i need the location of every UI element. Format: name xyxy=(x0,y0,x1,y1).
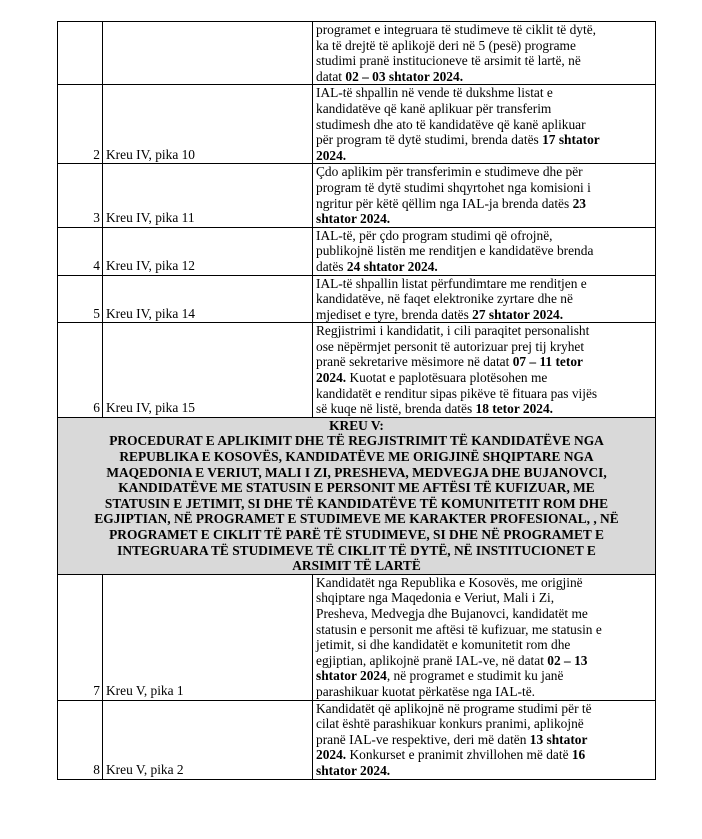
description-line xyxy=(316,653,653,669)
description-line xyxy=(316,354,653,370)
description-text: IAL-të shpallin listat përfundimtare me renditjen e xyxy=(316,275,587,291)
row-reference: Kreu V, pika 1 xyxy=(103,574,313,700)
bold-date-text: 07 – 11 tetor xyxy=(512,354,583,370)
description-text: Kandidatët nga Republika e Kosovës, me origjinë xyxy=(316,574,583,590)
bold-date-text: 23 xyxy=(572,195,586,211)
description-line xyxy=(316,211,653,227)
row-reference: Kreu IV, pika 12 xyxy=(103,227,313,275)
description-line xyxy=(316,22,653,38)
description-text: ngritur për këtë qëllim nga IAL-ja brenda datës xyxy=(316,195,573,211)
description-text: IAL-të, për çdo program studimi që ofrojnë, xyxy=(316,227,553,243)
description-line xyxy=(316,243,653,259)
description-text: Kandidatët që aplikojnë në programe studimi për të xyxy=(316,700,592,716)
description-text: , në programet e studimit ku janë xyxy=(386,668,564,684)
description-text: studimesh dhe ato të kandidatëve që kanë aplikuar xyxy=(316,116,586,132)
description-text: Çdo aplikim për transferimin e studimeve dhe për xyxy=(316,164,583,180)
row-number: 4 xyxy=(58,227,103,275)
bold-date-text: 02 – 13 xyxy=(547,652,588,668)
description-text: egjiptian, aplikojnë pranë IAL-ve, në datat xyxy=(316,652,548,668)
row-reference: Kreu IV, pika 10 xyxy=(103,85,313,164)
description-text: kandidatëve, në faqet elektronike zyrtare dhe në xyxy=(316,291,573,307)
bold-date-text: 2024. xyxy=(316,147,347,163)
description-line xyxy=(316,684,653,700)
description-line xyxy=(316,716,653,732)
description-line xyxy=(316,606,653,622)
row-description xyxy=(313,323,656,418)
description-text: jetimit, si dhe kandidatët e komunitetit rom dhe xyxy=(316,637,571,653)
section-header-cell xyxy=(58,417,656,574)
description-text: pranë sekretarive mësimore në datat xyxy=(316,354,513,370)
description-line xyxy=(316,701,653,717)
section-header-line: PROGRAMET E CIKLIT TË PARË TË STUDIMEVE, SI DHE NË PROGRAMET E xyxy=(109,527,604,542)
section-header-line: KANDIDATËVE ME STATUSIN E PERSONIT ME AFTËSI TË KUFIZUAR, ME xyxy=(118,480,595,496)
row-description xyxy=(313,574,656,700)
description-text: statusin e personit me aftësi të kufizuar, me statusin e xyxy=(316,621,602,637)
row-description xyxy=(313,85,656,164)
row-number: 5 xyxy=(58,275,103,323)
description-line xyxy=(316,732,653,748)
description-text: programet e integruara të studimeve të ciklit të dytë, xyxy=(316,22,596,37)
description-line xyxy=(316,763,653,779)
table-row xyxy=(58,574,656,700)
description-line xyxy=(316,259,653,275)
description-text: Presheva, Medvegja dhe Bujanovci, kandidatët me xyxy=(316,605,588,621)
rows-after xyxy=(58,574,656,779)
schedule-table xyxy=(57,21,656,780)
section-header-row xyxy=(58,417,656,574)
row-reference: Kreu IV, pika 14 xyxy=(103,275,313,323)
rows-before xyxy=(58,22,656,418)
description-text: Konkurset e pranimit zhvillohen më datë xyxy=(346,747,572,763)
description-line xyxy=(316,196,653,212)
description-text: publikojnë listën me renditjen e kandidatëve brenda xyxy=(316,243,594,259)
description-line xyxy=(316,307,653,323)
description-text: për program të dytë studimi, brenda datës xyxy=(316,132,543,148)
table-row xyxy=(58,227,656,275)
bold-date-text: shtator 2024. xyxy=(316,762,391,778)
section-header-line: REPUBLIKA E KOSOVËS, KANDIDATËVE ME ORIGJINË SHQIPTARE NGA xyxy=(119,449,594,465)
description-line xyxy=(316,590,653,606)
description-line xyxy=(316,575,653,591)
section-header-line: PROCEDURAT E APLIKIMIT DHE TË REGJISTRIMIT TË KANDIDATËVE NGA xyxy=(109,433,604,449)
description-text: ka të drejtë të aplikojë deri në 5 (pesë) programe xyxy=(316,37,576,53)
description-line xyxy=(316,276,653,292)
description-line xyxy=(316,323,653,339)
table-row xyxy=(58,85,656,164)
section-header-line: MAQEDONIA E VERIUT, MALI I ZI, PRESHEVA, MEDVEGJA DHE BUJANOVCI, xyxy=(106,464,607,480)
bold-date-text: shtator 2024 xyxy=(316,668,387,684)
table-row xyxy=(58,164,656,227)
description-text: Kuotat e paplotësuara plotësohen me xyxy=(346,370,548,386)
description-line xyxy=(316,637,653,653)
description-line xyxy=(316,622,653,638)
row-reference xyxy=(103,22,313,85)
section-header-body xyxy=(58,417,656,574)
description-line xyxy=(316,53,653,69)
description-line xyxy=(316,386,653,402)
description-line xyxy=(316,132,653,148)
row-reference: Kreu V, pika 2 xyxy=(103,700,313,779)
description-line xyxy=(316,38,653,54)
row-number xyxy=(58,22,103,85)
row-number: 7 xyxy=(58,574,103,700)
description-text: kandidatëve që kanë aplikuar për transferim xyxy=(316,100,552,116)
description-text: ose nëpërmjet personit të autorizuar prej tij kryhet xyxy=(316,338,585,354)
description-text: IAL-të shpallin në vende të dukshme listat e xyxy=(316,85,553,101)
description-line xyxy=(316,668,653,684)
bold-date-text: 02 – 03 shtator 2024. xyxy=(345,68,464,84)
description-text: studimi pranë institucioneve të arsimit të lartë, në xyxy=(316,53,581,69)
row-number: 2 xyxy=(58,85,103,164)
description-line xyxy=(316,339,653,355)
description-line xyxy=(316,148,653,164)
section-header-kreu: KREU V: xyxy=(329,417,384,433)
table-row xyxy=(58,700,656,779)
description-line xyxy=(316,164,653,180)
row-number: 3 xyxy=(58,164,103,227)
description-line xyxy=(316,69,653,85)
table-row xyxy=(58,22,656,85)
table-row xyxy=(58,275,656,323)
description-line xyxy=(316,180,653,196)
bold-date-text: 18 tetor 2024. xyxy=(475,401,554,417)
description-line xyxy=(316,101,653,117)
row-description xyxy=(313,275,656,323)
bold-date-text: 27 shtator 2024. xyxy=(472,306,564,322)
description-text: datat xyxy=(316,68,346,84)
description-line xyxy=(316,370,653,386)
document-page xyxy=(57,21,656,780)
row-reference: Kreu IV, pika 15 xyxy=(103,323,313,418)
description-line xyxy=(316,747,653,763)
description-text: cilat është parashikuar konkurs pranimi, aplikojnë xyxy=(316,716,584,732)
bold-date-text: 16 xyxy=(571,747,586,763)
table-row xyxy=(58,323,656,418)
row-description xyxy=(313,700,656,779)
section-header-line: STATUSIN E JETIMIT, SI DHE TË KANDIDATËVE TË KOMUNITETIT ROM DHE xyxy=(104,495,609,511)
bold-date-text: shtator 2024. xyxy=(316,211,391,227)
description-line xyxy=(316,117,653,133)
section-header-line: ARSIMIT TË LARTË xyxy=(292,558,421,574)
row-description xyxy=(313,227,656,275)
description-text: datës xyxy=(316,258,347,274)
description-text: së kuqe në listë, brenda datës xyxy=(316,401,476,417)
row-description xyxy=(313,22,656,85)
description-text: Regjistrimi i kandidatit, i cili paraqitet personalisht xyxy=(316,323,590,339)
section-header-line: INTEGRUARA TË STUDIMEVE TË CIKLIT TË DYTË, NË INSTITUCIONET E xyxy=(117,542,596,558)
bold-date-text: 13 shtator xyxy=(529,731,588,747)
row-description xyxy=(313,164,656,227)
bold-date-text: 17 shtator xyxy=(542,132,600,148)
bold-date-text: 2024. xyxy=(316,370,347,386)
description-line xyxy=(316,85,653,101)
description-line xyxy=(316,401,653,417)
description-text: program të dytë studimi shqyrtohet nga komisioni i xyxy=(316,179,591,195)
description-line xyxy=(316,291,653,307)
description-line xyxy=(316,228,653,244)
bold-date-text: 24 shtator 2024. xyxy=(346,258,438,274)
section-header-line: EGJIPTIAN, NË PROGRAMET E STUDIMEVE ME KARAKTER PROFESIONAL, , NË xyxy=(94,511,619,527)
row-reference: Kreu IV, pika 11 xyxy=(103,164,313,227)
bold-date-text: 2024. xyxy=(316,747,347,763)
row-number: 8 xyxy=(58,700,103,779)
description-text: shqiptare nga Maqedonia e Veriut, Mali i Zi, xyxy=(316,590,555,606)
description-text: parashikuar kuotat përkatëse nga IAL-të. xyxy=(316,683,535,699)
description-text: pranë IAL-ve respektive, deri më datën xyxy=(316,731,530,747)
row-number: 6 xyxy=(58,323,103,418)
description-text: mjediset e tyre, brenda datës xyxy=(316,306,473,322)
description-text: kandidatët e renditur sipas pikëve të fituara pas vijës xyxy=(316,385,598,401)
